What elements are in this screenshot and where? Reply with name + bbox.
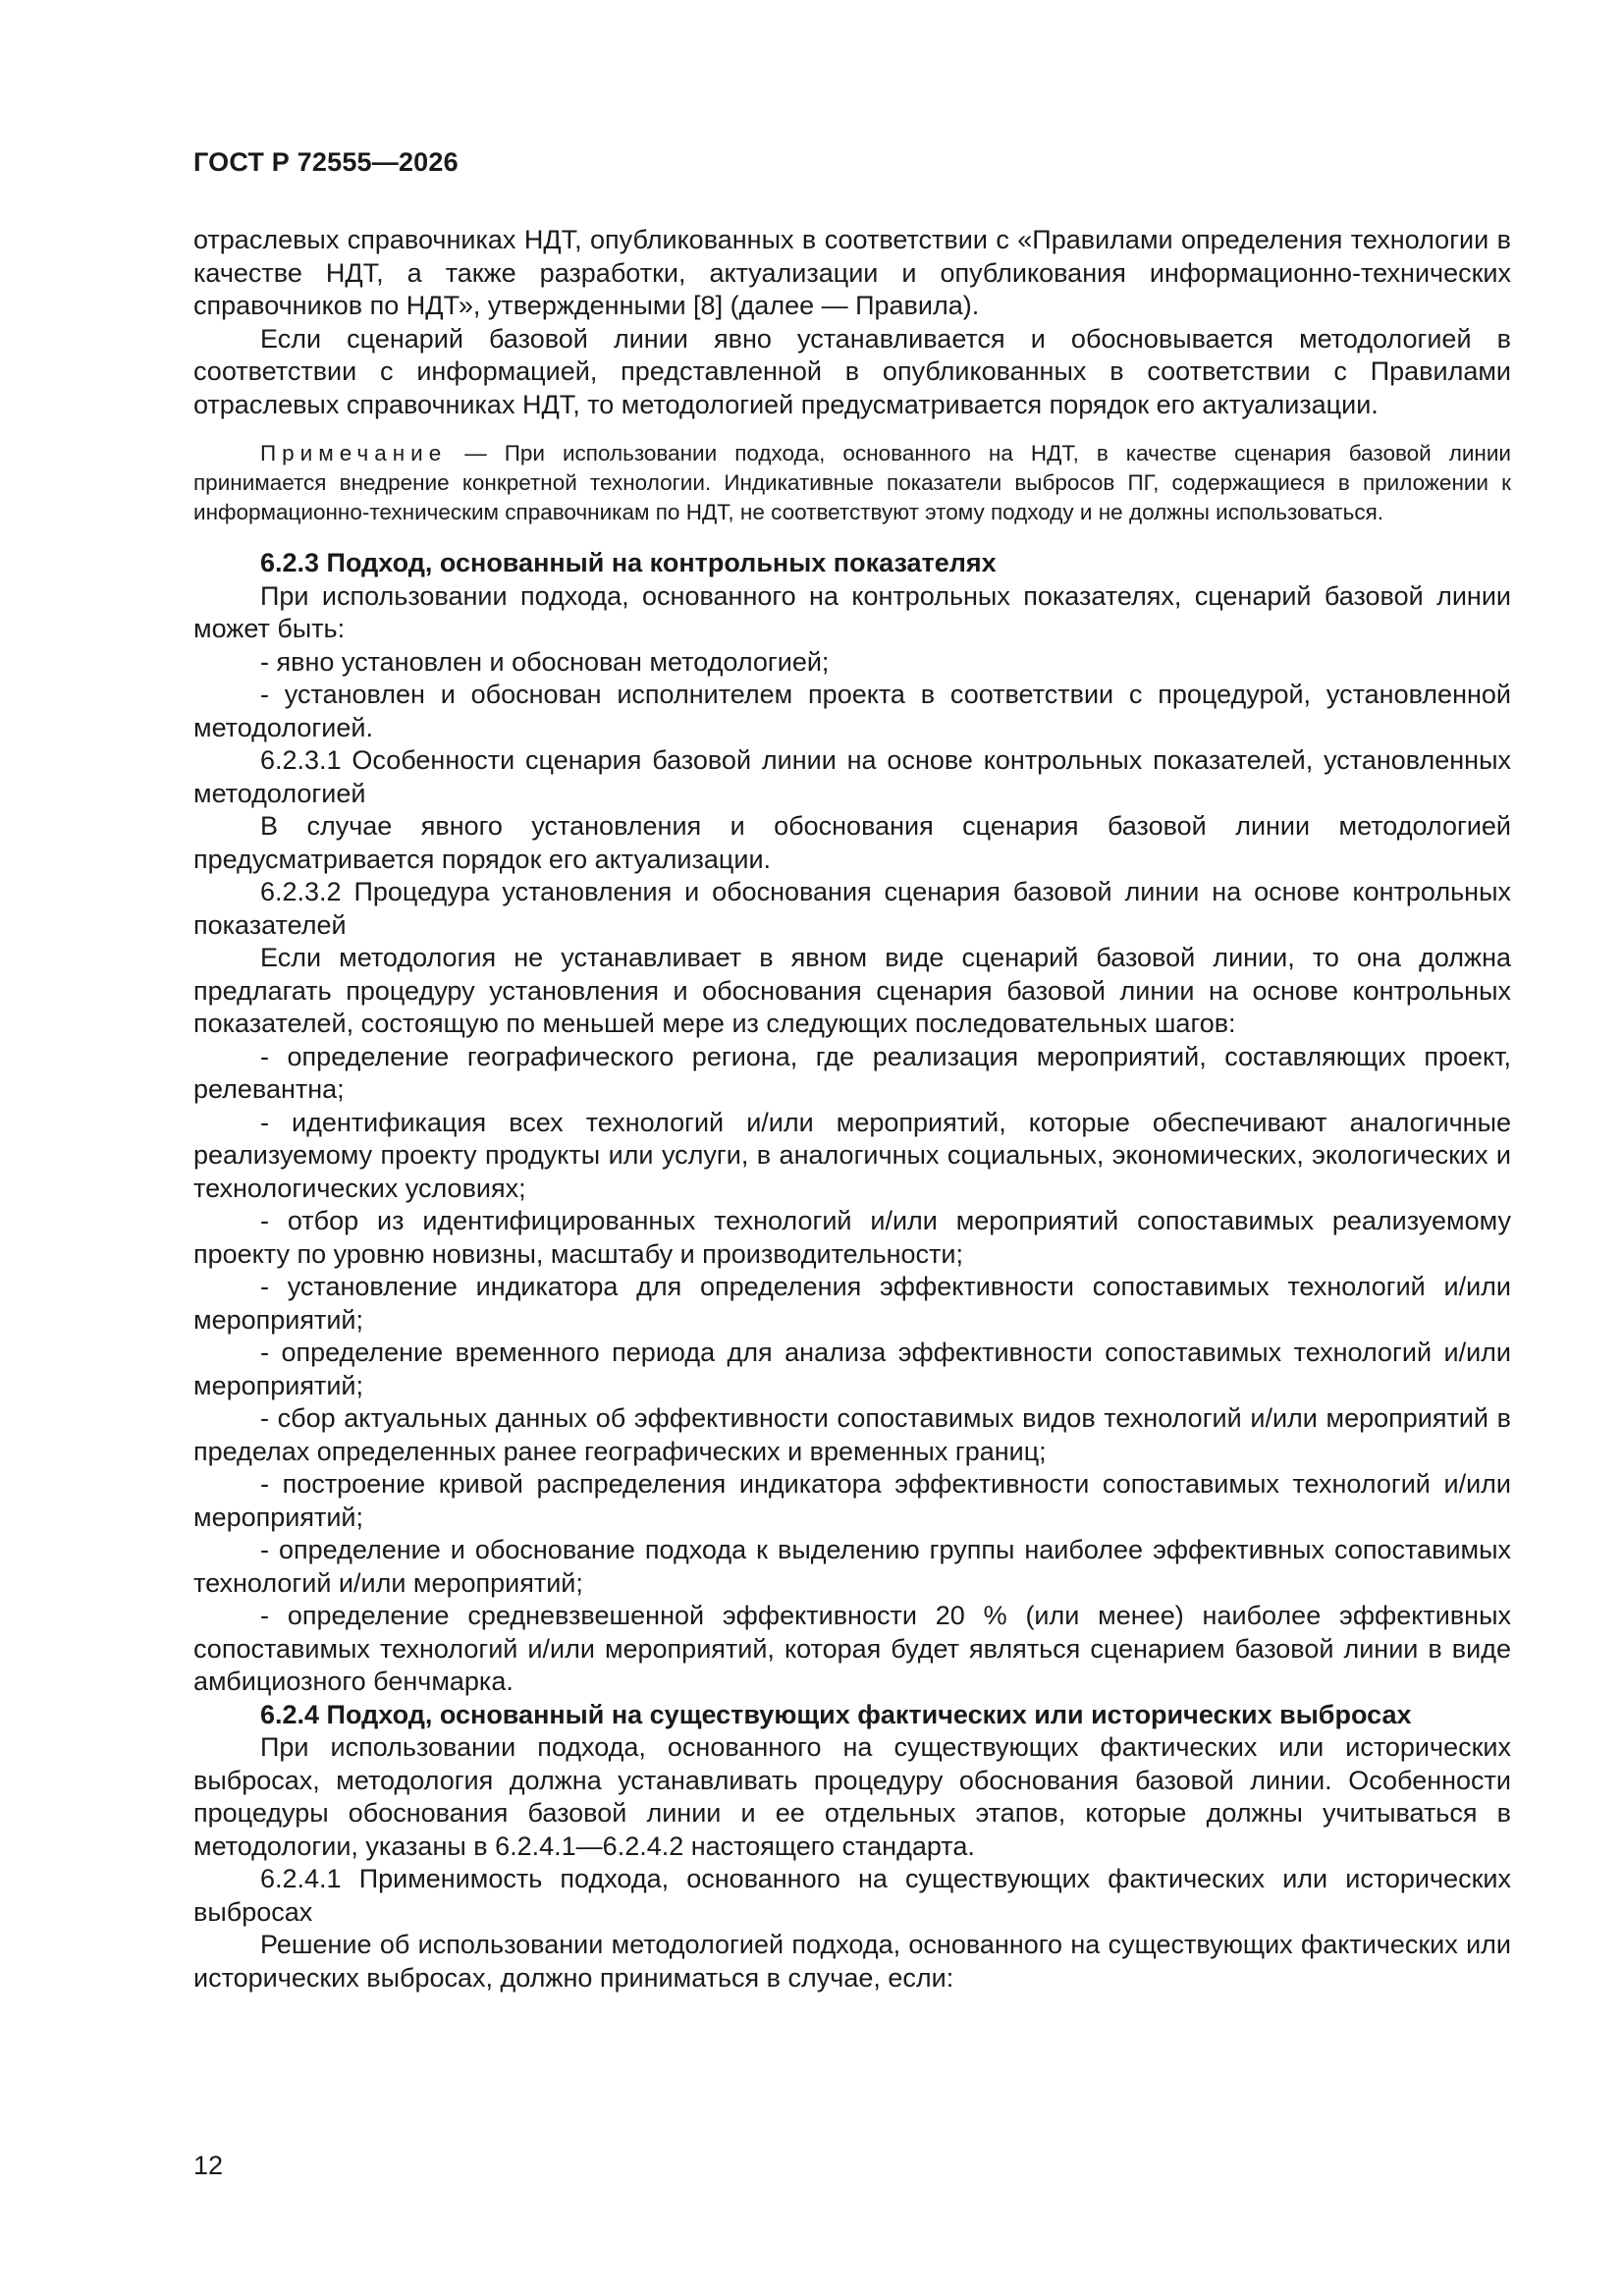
section-heading-6-2-4: 6.2.4 Подход, основанный на существующих фактических или исторических выбросах [260, 1699, 1412, 1729]
note [193, 439, 1511, 527]
list-item: - определение и обоснование подхода к выделению группы наиболее эффективных сопоставимых технологий и/или мероприятий; [193, 1535, 1511, 1598]
document-id-header: ГОСТ Р 72555—2026 [193, 147, 459, 177]
subsection-heading: 6.2.3.1 Особенности сценария базовой линии на основе контрольных показателей, установленных методологией [193, 745, 1511, 808]
paragraph: Решение об использовании методологией подхода, основанного на существующих фактических или исторических выбросах, должно приниматься в случае, если: [193, 1930, 1511, 1993]
paragraph: При использовании подхода, основанного на контрольных показателях, сценарий базовой линии может быть: [193, 580, 1511, 643]
subsection-heading: 6.2.4.1 Применимость подхода, основанного на существующих фактических или исторических выбросах [193, 1864, 1511, 1927]
note-text: — При использовании подхода, основанного на НДТ, в качестве сценария базовой линии принимается внедрение конкретной технологии. Индикативные показатели выбросов ПГ, содержащиеся в приложении к информационно-техническим справочникам по НДТ, не соответствуют этому подходу и не должны использоваться. [193, 441, 1511, 524]
list-item: - идентификация всех технологий и/или мероприятий, которые обеспечивают аналогичные реализуемому проекту продукты или услуги, в аналогичных социальных, экономических, экологических и технологических условиях; [193, 1107, 1511, 1203]
paragraph: Если методология не устанавливает в явном виде сценарий базовой линии, то она должна предлагать процедуру установления и обоснования сценария базовой линии на основе контрольных показателей, состоящую по меньшей мере из следующих последовательных шагов: [193, 943, 1511, 1038]
list-item: - установлен и обоснован исполнителем проекта в соответствии с процедурой, установленной методологией. [193, 680, 1511, 742]
list-item: - построение кривой распределения индикатора эффективности сопоставимых технологий и/или мероприятий; [193, 1469, 1511, 1532]
paragraph: При использовании подхода, основанного на существующих фактических или исторических выбросах, методология должна устанавливать процедуру обоснования базовой линии. Особенности процедуры обоснования базовой линии и ее отдельных этапов, которые должны учитываться в методологии, указаны в 6.2.4.1—6.2.4.2 настоящего стандарта. [193, 1732, 1511, 1861]
list-item: - отбор из идентифицированных технологий и/или мероприятий сопоставимых реализуемому проекту по уровню новизны, масштабу и производительности; [193, 1206, 1511, 1269]
note-label: Примечание [260, 441, 448, 465]
page-body [193, 224, 1511, 1995]
section-heading-6-2-3: 6.2.3 Подход, основанный на контрольных показателях [260, 548, 997, 577]
list-item: - определение географического региона, где реализация мероприятий, составляющих проект, релевантна; [193, 1041, 1511, 1104]
list-item: - определение средневзвешенной эффективности 20 % (или менее) наиболее эффективных сопоставимых технологий и/или мероприятий, которая будет являться сценарием базовой линии в виде амбициозного бенчмарка. [193, 1601, 1511, 1696]
paragraph: отраслевых справочниках НДТ, опубликованных в соответствии с «Правилами определения технологии в качестве НДТ, а также разработки, актуализации и опубликования информационно-технических справочников по НДТ», утвержденными [8] (далее — Правила). [193, 225, 1511, 320]
subsection-heading: 6.2.3.2 Процедура установления и обоснования сценария базовой линии на основе контрольных показателей [193, 877, 1511, 940]
paragraph: Если сценарий базовой линии явно устанавливается и обосновывается методологией в соответствии с информацией, представленной в опубликованных в соответствии с Правилами отраслевых справочниках НДТ, то методологией предусматривается порядок его актуализации. [193, 323, 1511, 419]
page-number: 12 [193, 2151, 224, 2180]
list-item: - определение временного периода для анализа эффективности сопоставимых технологий и/или мероприятий; [193, 1338, 1511, 1400]
paragraph: В случае явного установления и обоснования сценария базовой линии методологией предусматривается порядок его актуализации. [193, 811, 1511, 874]
list-item: - явно установлен и обоснован методологией; [260, 646, 830, 677]
list-item: - сбор актуальных данных об эффективности сопоставимых видов технологий и/или мероприятий в пределах определенных ранее географических и временных границ; [193, 1403, 1511, 1466]
list-item: - установление индикатора для определения эффективности сопоставимых технологий и/или мероприятий; [193, 1272, 1511, 1335]
